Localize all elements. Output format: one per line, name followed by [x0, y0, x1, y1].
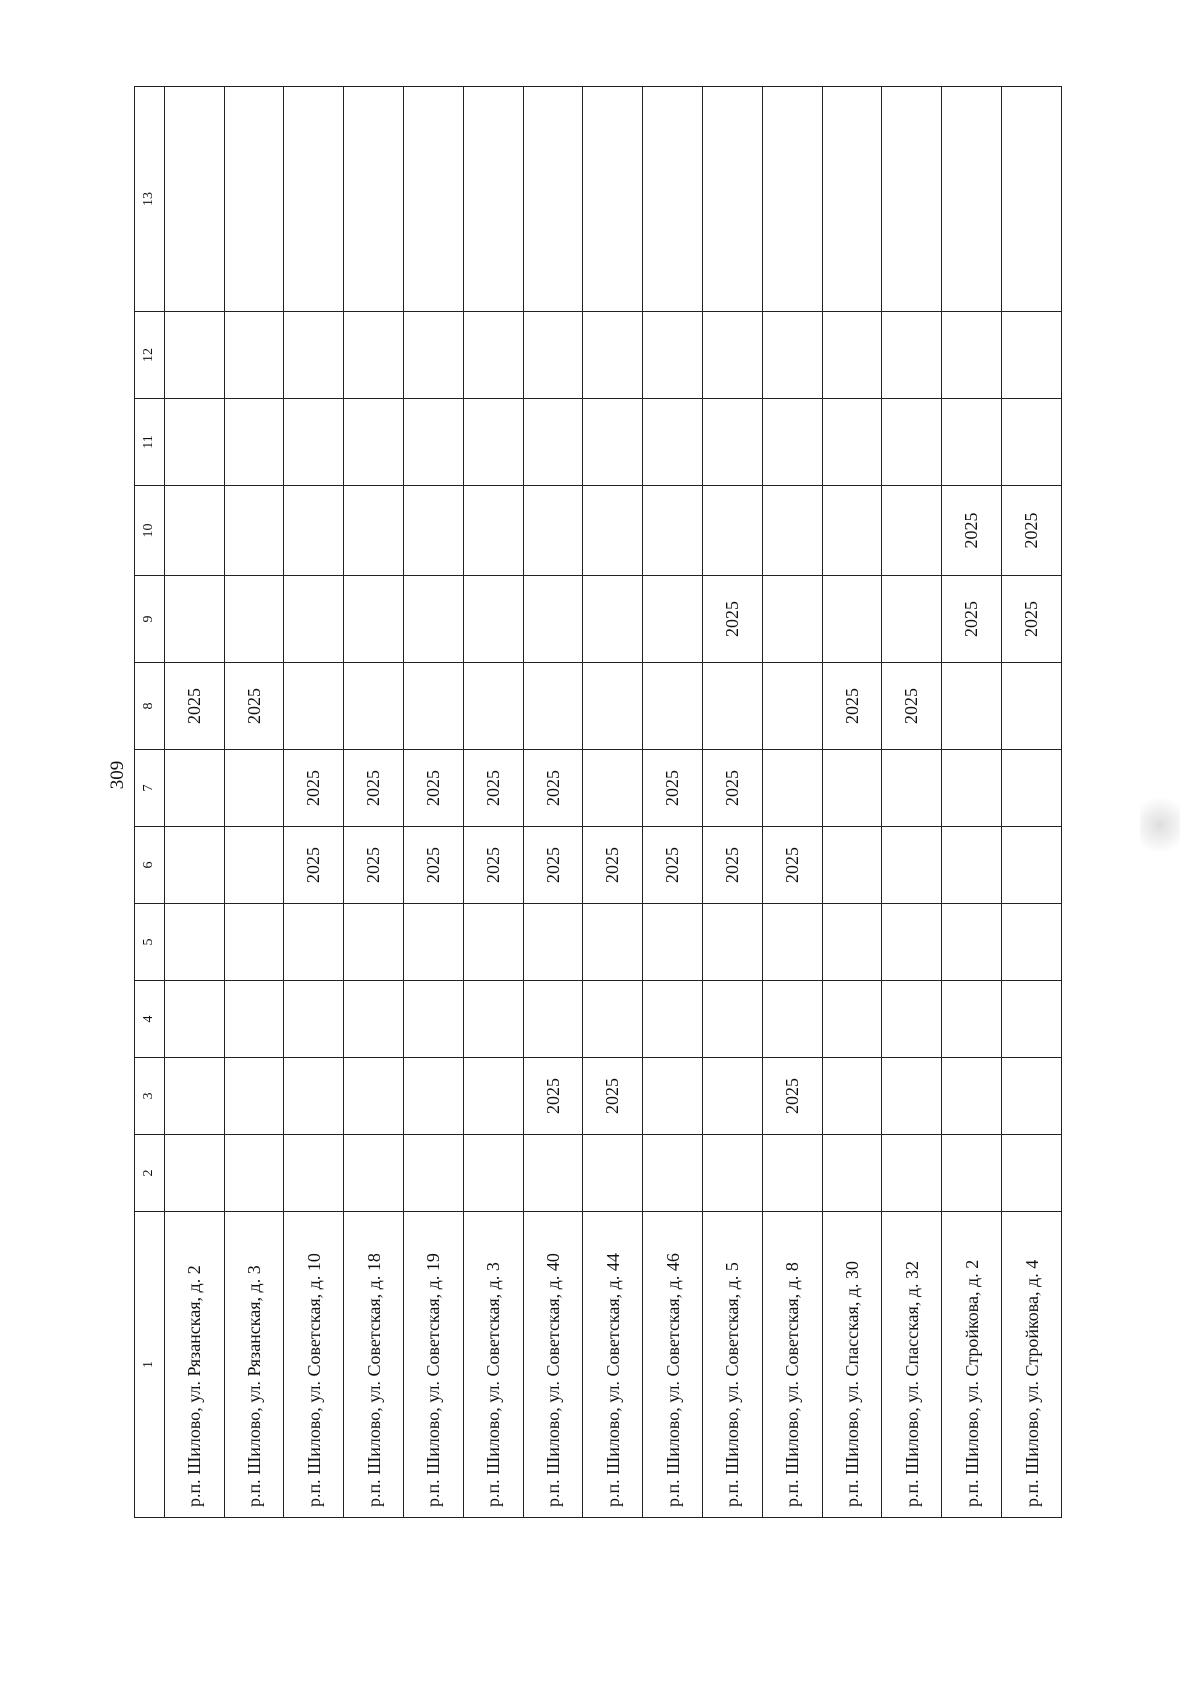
- year-cell-col-9: 2025: [703, 576, 763, 663]
- table-row: [164, 87, 224, 1518]
- year-cell-col-10: [523, 486, 583, 576]
- year-cell-col-12: [762, 312, 822, 399]
- year-cell-col-12: [164, 312, 224, 399]
- year-cell-col-4: [762, 981, 822, 1058]
- year-cell-col-12: [224, 312, 284, 399]
- column-header-4: 4: [135, 981, 165, 1058]
- year-cell-col-4: [404, 981, 464, 1058]
- year-cell-col-4: [643, 981, 703, 1058]
- year-cell-col-11: [882, 399, 942, 486]
- year-cell-col-6: [942, 827, 1002, 904]
- year-cell-col-9: [224, 576, 284, 663]
- year-cell-col-6: [882, 827, 942, 904]
- address-cell: р.п. Шилово, ул. Рязанская, д. 2: [164, 1212, 224, 1518]
- year-cell-col-5: [643, 904, 703, 981]
- column-header-9: 9: [135, 576, 165, 663]
- year-cell-col-13: [224, 87, 284, 312]
- table-row: [703, 87, 763, 1518]
- year-cell-col-2: [523, 1135, 583, 1212]
- year-cell-col-2: [643, 1135, 703, 1212]
- year-cell-col-12: [344, 312, 404, 399]
- table-row: [822, 87, 882, 1518]
- year-cell-col-8: [463, 663, 523, 750]
- year-cell-col-2: [164, 1135, 224, 1212]
- year-cell-col-5: [942, 904, 1002, 981]
- year-cell-col-9: 2025: [1002, 576, 1062, 663]
- address-cell: р.п. Шилово, ул. Рязанская, д. 3: [224, 1212, 284, 1518]
- year-cell-col-11: [404, 399, 464, 486]
- year-cell-col-4: [523, 981, 583, 1058]
- year-cell-col-6: 2025: [762, 827, 822, 904]
- year-cell-col-7: 2025: [703, 750, 763, 827]
- year-cell-col-2: [942, 1135, 1002, 1212]
- year-cell-col-9: [523, 576, 583, 663]
- year-cell-col-11: [463, 399, 523, 486]
- year-cell-col-10: [284, 486, 344, 576]
- year-cell-col-10: 2025: [1002, 486, 1062, 576]
- column-header-10: 10: [135, 486, 165, 576]
- column-header-12: 12: [135, 312, 165, 399]
- year-cell-col-9: [463, 576, 523, 663]
- year-cell-col-12: [583, 312, 643, 399]
- year-cell-col-3: 2025: [762, 1058, 822, 1135]
- year-cell-col-8: 2025: [224, 663, 284, 750]
- year-cell-col-13: [583, 87, 643, 312]
- year-cell-col-11: [942, 399, 1002, 486]
- year-cell-col-10: [224, 486, 284, 576]
- table-row: [344, 87, 404, 1518]
- year-cell-col-8: [703, 663, 763, 750]
- year-cell-col-5: [882, 904, 942, 981]
- year-cell-col-13: [643, 87, 703, 312]
- table-row: [762, 87, 822, 1518]
- column-header-3: 3: [135, 1058, 165, 1135]
- year-cell-col-9: [762, 576, 822, 663]
- year-cell-col-12: [703, 312, 763, 399]
- year-cell-col-11: [224, 399, 284, 486]
- year-cell-col-9: [822, 576, 882, 663]
- year-cell-col-13: [762, 87, 822, 312]
- year-cell-col-3: [882, 1058, 942, 1135]
- column-header-7: 7: [135, 750, 165, 827]
- table-row: [1002, 87, 1062, 1518]
- year-cell-col-10: [762, 486, 822, 576]
- year-cell-col-6: [822, 827, 882, 904]
- year-cell-col-3: [822, 1058, 882, 1135]
- column-header-6: 6: [135, 827, 165, 904]
- year-cell-col-12: [643, 312, 703, 399]
- table-row: [523, 87, 583, 1518]
- table-row: [284, 87, 344, 1518]
- year-cell-col-13: [404, 87, 464, 312]
- year-cell-col-4: [164, 981, 224, 1058]
- address-cell: р.п. Шилово, ул. Советская, д. 40: [523, 1212, 583, 1518]
- table-row: [224, 87, 284, 1518]
- year-cell-col-6: 2025: [583, 827, 643, 904]
- year-cell-col-13: [822, 87, 882, 312]
- year-cell-col-7: [1002, 750, 1062, 827]
- table-row: [942, 87, 1002, 1518]
- year-cell-col-3: 2025: [523, 1058, 583, 1135]
- year-cell-col-12: [523, 312, 583, 399]
- year-cell-col-5: [224, 904, 284, 981]
- year-cell-col-7: [164, 750, 224, 827]
- year-cell-col-13: [164, 87, 224, 312]
- year-cell-col-8: 2025: [882, 663, 942, 750]
- year-cell-col-3: [643, 1058, 703, 1135]
- year-cell-col-7: [822, 750, 882, 827]
- year-cell-col-5: [703, 904, 763, 981]
- year-cell-col-7: 2025: [643, 750, 703, 827]
- year-cell-col-5: [762, 904, 822, 981]
- year-cell-col-11: [523, 399, 583, 486]
- year-cell-col-11: [643, 399, 703, 486]
- year-cell-col-7: 2025: [344, 750, 404, 827]
- year-cell-col-11: [164, 399, 224, 486]
- column-header-8: 8: [135, 663, 165, 750]
- year-cell-col-13: [882, 87, 942, 312]
- address-cell: р.п. Шилово, ул. Советская, д. 46: [643, 1212, 703, 1518]
- year-cell-col-7: 2025: [523, 750, 583, 827]
- year-cell-col-2: [583, 1135, 643, 1212]
- year-cell-col-10: [643, 486, 703, 576]
- year-cell-col-6: 2025: [643, 827, 703, 904]
- address-cell: р.п. Шилово, ул. Спасская, д. 32: [882, 1212, 942, 1518]
- year-cell-col-4: [344, 981, 404, 1058]
- year-cell-col-5: [1002, 904, 1062, 981]
- year-cell-col-13: [703, 87, 763, 312]
- year-cell-col-4: [882, 981, 942, 1058]
- year-cell-col-5: [463, 904, 523, 981]
- year-cell-col-9: [164, 576, 224, 663]
- year-cell-col-5: [404, 904, 464, 981]
- address-cell: р.п. Шилово, ул. Советская, д. 18: [344, 1212, 404, 1518]
- year-cell-col-5: [822, 904, 882, 981]
- year-cell-col-9: [404, 576, 464, 663]
- year-cell-col-8: [284, 663, 344, 750]
- column-header-13: 13: [135, 87, 165, 312]
- year-cell-col-13: [284, 87, 344, 312]
- year-cell-col-9: [882, 576, 942, 663]
- year-cell-col-5: [344, 904, 404, 981]
- year-cell-col-10: 2025: [942, 486, 1002, 576]
- year-cell-col-12: [1002, 312, 1062, 399]
- year-cell-col-7: [224, 750, 284, 827]
- year-cell-col-4: [463, 981, 523, 1058]
- year-cell-col-8: [404, 663, 464, 750]
- year-cell-col-5: [523, 904, 583, 981]
- year-cell-col-6: 2025: [344, 827, 404, 904]
- year-cell-col-9: 2025: [942, 576, 1002, 663]
- year-cell-col-13: [942, 87, 1002, 312]
- year-cell-col-4: [942, 981, 1002, 1058]
- year-cell-col-6: [164, 827, 224, 904]
- year-cell-col-12: [463, 312, 523, 399]
- year-cell-col-2: [224, 1135, 284, 1212]
- year-cell-col-2: [1002, 1135, 1062, 1212]
- year-cell-col-2: [882, 1135, 942, 1212]
- column-header-5: 5: [135, 904, 165, 981]
- page-number: 309: [107, 760, 128, 790]
- year-cell-col-3: [463, 1058, 523, 1135]
- year-cell-col-6: [224, 827, 284, 904]
- table-row: [463, 87, 523, 1518]
- year-cell-col-9: [344, 576, 404, 663]
- year-cell-col-3: [284, 1058, 344, 1135]
- year-cell-col-4: [284, 981, 344, 1058]
- year-cell-col-8: [583, 663, 643, 750]
- year-cell-col-2: [463, 1135, 523, 1212]
- year-cell-col-12: [822, 312, 882, 399]
- year-cell-col-10: [703, 486, 763, 576]
- year-cell-col-13: [1002, 87, 1062, 312]
- year-cell-col-7: [762, 750, 822, 827]
- year-cell-col-8: [942, 663, 1002, 750]
- year-cell-col-7: 2025: [463, 750, 523, 827]
- year-cell-col-9: [643, 576, 703, 663]
- year-cell-col-2: [703, 1135, 763, 1212]
- schedule-table: [134, 86, 1062, 1518]
- year-cell-col-6: 2025: [463, 827, 523, 904]
- year-cell-col-10: [583, 486, 643, 576]
- year-cell-col-10: [463, 486, 523, 576]
- year-cell-col-2: [344, 1135, 404, 1212]
- year-cell-col-8: [643, 663, 703, 750]
- table-region: [134, 87, 1062, 1518]
- address-cell: р.п. Шилово, ул. Советская, д. 8: [762, 1212, 822, 1518]
- address-cell: р.п. Шилово, ул. Спасская, д. 30: [822, 1212, 882, 1518]
- column-header-11: 11: [135, 399, 165, 486]
- year-cell-col-11: [344, 399, 404, 486]
- year-cell-col-7: [882, 750, 942, 827]
- header-row: [135, 87, 165, 1518]
- year-cell-col-4: [822, 981, 882, 1058]
- address-cell: р.п. Шилово, ул. Советская, д. 3: [463, 1212, 523, 1518]
- year-cell-col-11: [822, 399, 882, 486]
- year-cell-col-12: [404, 312, 464, 399]
- year-cell-col-5: [583, 904, 643, 981]
- year-cell-col-10: [822, 486, 882, 576]
- year-cell-col-5: [164, 904, 224, 981]
- year-cell-col-3: [164, 1058, 224, 1135]
- table-row: [643, 87, 703, 1518]
- year-cell-col-3: 2025: [583, 1058, 643, 1135]
- year-cell-col-11: [1002, 399, 1062, 486]
- year-cell-col-8: 2025: [822, 663, 882, 750]
- year-cell-col-2: [762, 1135, 822, 1212]
- year-cell-col-3: [344, 1058, 404, 1135]
- year-cell-col-11: [284, 399, 344, 486]
- year-cell-col-3: [224, 1058, 284, 1135]
- address-cell: р.п. Шилово, ул. Советская, д. 44: [583, 1212, 643, 1518]
- year-cell-col-8: 2025: [164, 663, 224, 750]
- year-cell-col-9: [583, 576, 643, 663]
- year-cell-col-8: [344, 663, 404, 750]
- year-cell-col-3: [1002, 1058, 1062, 1135]
- year-cell-col-4: [224, 981, 284, 1058]
- year-cell-col-8: [523, 663, 583, 750]
- year-cell-col-6: 2025: [703, 827, 763, 904]
- year-cell-col-12: [284, 312, 344, 399]
- table-row: [404, 87, 464, 1518]
- year-cell-col-7: [942, 750, 1002, 827]
- address-cell: р.п. Шилово, ул. Советская, д. 19: [404, 1212, 464, 1518]
- year-cell-col-6: 2025: [404, 827, 464, 904]
- year-cell-col-8: [762, 663, 822, 750]
- year-cell-col-11: [762, 399, 822, 486]
- year-cell-col-9: [284, 576, 344, 663]
- year-cell-col-2: [822, 1135, 882, 1212]
- year-cell-col-4: [583, 981, 643, 1058]
- column-header-2: 2: [135, 1135, 165, 1212]
- address-cell: р.п. Шилово, ул. Стройкова, д. 2: [942, 1212, 1002, 1518]
- address-cell: р.п. Шилово, ул. Стройкова, д. 4: [1002, 1212, 1062, 1518]
- address-cell: р.п. Шилово, ул. Советская, д. 5: [703, 1212, 763, 1518]
- year-cell-col-7: 2025: [284, 750, 344, 827]
- column-header-1: 1: [135, 1212, 165, 1518]
- year-cell-col-7: [583, 750, 643, 827]
- year-cell-col-11: [583, 399, 643, 486]
- table-row: [882, 87, 942, 1518]
- year-cell-col-3: [404, 1058, 464, 1135]
- year-cell-col-10: [344, 486, 404, 576]
- year-cell-col-3: [942, 1058, 1002, 1135]
- year-cell-col-10: [164, 486, 224, 576]
- year-cell-col-6: [1002, 827, 1062, 904]
- year-cell-col-13: [463, 87, 523, 312]
- year-cell-col-13: [523, 87, 583, 312]
- year-cell-col-4: [703, 981, 763, 1058]
- year-cell-col-10: [404, 486, 464, 576]
- year-cell-col-8: [1002, 663, 1062, 750]
- year-cell-col-6: 2025: [284, 827, 344, 904]
- year-cell-col-6: 2025: [523, 827, 583, 904]
- year-cell-col-3: [703, 1058, 763, 1135]
- year-cell-col-4: [1002, 981, 1062, 1058]
- year-cell-col-12: [882, 312, 942, 399]
- address-cell: р.п. Шилово, ул. Советская, д. 10: [284, 1212, 344, 1518]
- year-cell-col-2: [284, 1135, 344, 1212]
- year-cell-col-13: [344, 87, 404, 312]
- year-cell-col-5: [284, 904, 344, 981]
- year-cell-col-12: [942, 312, 1002, 399]
- year-cell-col-2: [404, 1135, 464, 1212]
- year-cell-col-7: 2025: [404, 750, 464, 827]
- year-cell-col-10: [882, 486, 942, 576]
- year-cell-col-11: [703, 399, 763, 486]
- scan-noise: [1140, 790, 1180, 860]
- table-row: [583, 87, 643, 1518]
